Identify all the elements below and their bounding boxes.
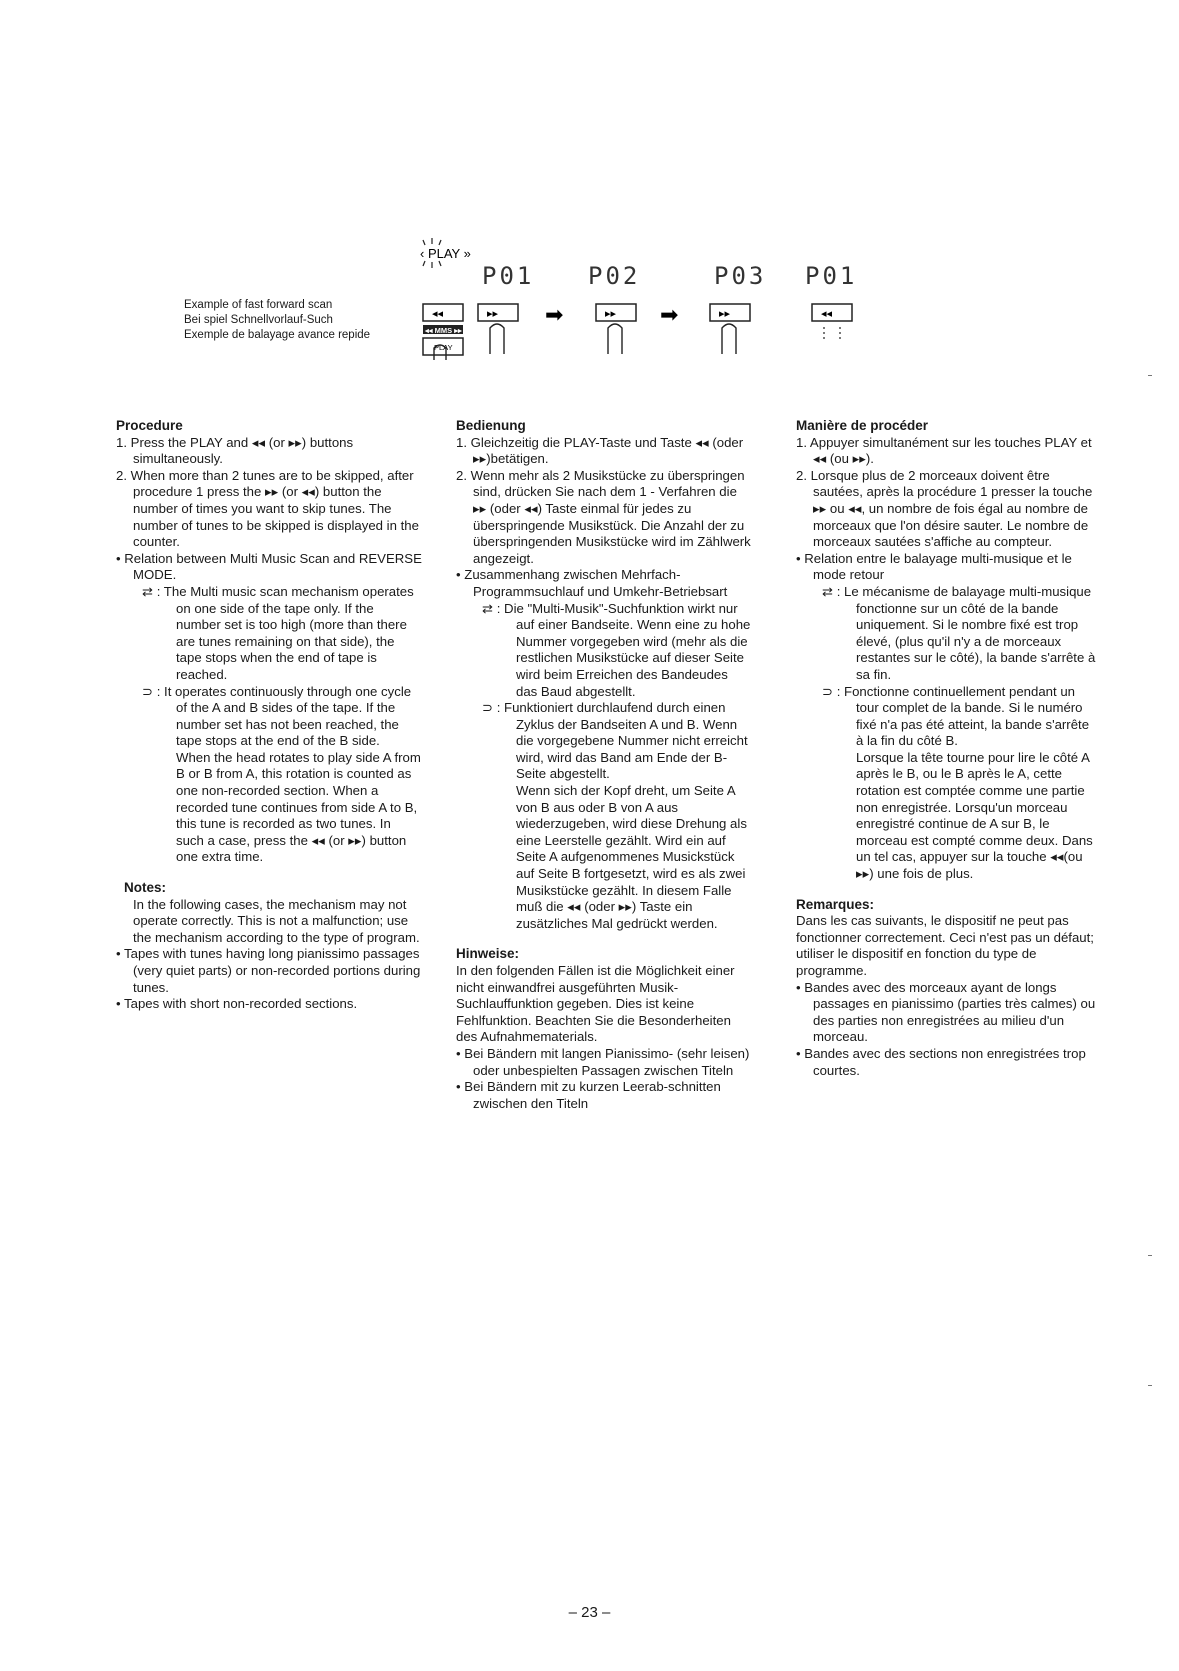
notes-intro: In the following cases, the mechanism may not operate correctly. This is not a malfunction; use the mechanism according to the type of program. [133, 896, 420, 945]
procedure-heading: Procedure [116, 418, 183, 433]
svg-text:◂◂: ◂◂ [821, 308, 833, 320]
svg-text:◂◂ MMS ▸▸: ◂◂ MMS ▸▸ [425, 326, 462, 335]
hinweise-heading: Hinweise: [456, 946, 520, 962]
pressing-finger-icon [722, 324, 736, 354]
display-p01-first: P01 [482, 262, 535, 290]
step-arrow-2: ➡ [660, 302, 679, 327]
scan-speck [1148, 1255, 1152, 1256]
scan-speck [1148, 375, 1152, 376]
french-column [796, 418, 1096, 1079]
step-1: 1. Press the PLAY and ◂◂ (or ▸▸) buttons simultaneously. [116, 434, 354, 467]
hinweis-2: • Bei Bändern mit zu kurzen Leerab-schnitten zwischen den Titeln [456, 1079, 721, 1111]
schritt-1: 1. Gleichzeitig die PLAY-Taste und Taste ◂◂ (oder ▸▸)betätigen. [456, 434, 744, 467]
hinweise-intro: In den folgenden Fällen ist die Möglichkeit einer nicht einwandfrei ausgeführten Musik-Suchlauffunktion gegeben. Dies ist keine Fehlfunktion. Beachten Sie die Besonderheiten des Aufnahmematerials. [456, 963, 735, 1045]
hinweis-1: • Bei Bändern mit langen Pianissimo- (sehr leisen) oder unbespielten Passagen zwischen Titeln [456, 1045, 750, 1078]
caption-en: Example of fast forward scan [184, 299, 333, 311]
rewind-button-diagram-step4 [812, 304, 852, 340]
bullet-zusammenhang: • Zusammenhang zwischen Mehrfach-Programmsuchlauf und Umkehr-Betriebsart [456, 567, 728, 599]
caption-de: Bei spiel Schnellvorlauf-Such [184, 314, 333, 326]
etape-1: 1. Appuyer simultanément sur les touches PLAY et ◂◂ (ou ▸▸). [796, 434, 1092, 467]
remarques-heading: Remarques: [796, 896, 875, 912]
ff-button-diagram-step3 [710, 304, 750, 354]
svg-text:▸▸: ▸▸ [719, 308, 731, 320]
note-1: • Tapes with tunes having long pianissimo passages (very quiet parts) or non-recorded portions during tunes. [116, 946, 421, 995]
schritt-2: 2. Wenn mehr als 2 Musikstücke zu überspringen sind, drücken Sie nach dem 1 - Verfahren die [456, 467, 745, 500]
fast-forward-scan-diagram [420, 232, 900, 392]
rotation-text: When the head rotates to play side A from B or B from A, this rotation is counted as one non-recorded section. When a recorded tune continues from side A to B, this tune is recorded as two tunes. In such a case, press the ◂◂ (or ▸▸) button one extra time. [176, 749, 421, 865]
play-indicator-label: ‹ PLAY » [420, 246, 471, 261]
german-column [456, 418, 752, 1112]
continuous-mode-text: ⊃ : It operates continuously through one cycle of the A and B sides of the tape. If the number set has not been reached, the tape stops at the end of the B side. [142, 683, 412, 749]
english-column [116, 418, 422, 1013]
bedienung-heading: Bedienung [456, 418, 526, 433]
svg-text:▸▸: ▸▸ [487, 308, 499, 320]
un-cote-mode-text: ⇄ : Le mécanisme de balayage multi-musique fonctionne sur un côté de la bande uniquement. Si le nombre fixé est trop élevé, (plus qu'il n'y a de morceaux restantes sur le côté), la bande s'arrête à sa fin. [822, 583, 1096, 682]
figure-caption [184, 298, 370, 343]
pressing-finger-icon [608, 324, 622, 354]
bullet-relation-fr: • Relation entre le balayage multi-musique et le mode retour [796, 550, 1072, 583]
ff-button-diagram-step2 [596, 304, 636, 354]
svg-text:▸▸: ▸▸ [605, 308, 617, 320]
etape-2: 2. Lorsque plus de 2 morceaux doivent être sautées, après la procédure 1 presser la touche ▸▸ ou ◂◂, un nombre de fois égal au nombre de morceaux que l'on désire sauter. Le nombre de morceaux sautées s'affiche au compteur. [796, 467, 1093, 550]
schritt-2-fortsetzung: ▸▸ (oder ◂◂) Taste einmal für jedes zu überspringende Musikstück. Die Anzahl der zu überspringenden Musikstücke wird im Zählwerk angezeigt. [473, 500, 751, 566]
remarque-2: • Bandes avec des sections non enregistrées trop courtes. [796, 1045, 1086, 1078]
remarques-intro: Dans les cas suivants, le dispositif ne peut pas fonctionner correctement. Ceci n'est pas un défaut; utiliser le dispositif en fonction du type de programme. [796, 913, 1094, 978]
einseitig-modus-text: ⇄ : Die "Multi-Musik"-Suchfunktion wirkt nur auf einer Bandseite. Wenn eine zu hohe Nummer vorgegeben wird (mehr als die restlichen Musikstücke auf dieser Seite wird beim Erreichen des Bandeudes das Baud abgestellt. [482, 600, 751, 699]
caption-fr: Exemple de balayage avance repide [184, 329, 371, 341]
durchlaufend-modus-text: ⊃ : Funktioniert durchlaufend durch einen Zyklus der Bandseiten A und B. Wenn die vorgegebene Nummer nicht erreicht wird, wird das Band am Ende der B-Seite abgestellt. [482, 700, 748, 782]
step-arrow-1: ➡ [545, 302, 564, 327]
rotation-text-fr: Lorsque la tête tourne pour lire le côté A après le B, ou le B après le A, cette rotation est comptée comme une partie non enregistrée. Lorsqu'un morceau enregistré continue de A sur B, le morceau est compté comme deux. Dans un tel cas, appuyer sur la touche ◂◂(ou ▸▸) une fois de plus. [856, 749, 1093, 882]
svg-text:PLAY: PLAY [434, 343, 453, 352]
play-label: PLAY [427, 246, 460, 261]
remarque-1: • Bandes avec des morceaux ayant de longs passages en pianissimo (parties très calmes) ou des parties non enregistrées au milieu d'un morceau. [796, 979, 1096, 1045]
released-finger-icon [824, 327, 840, 340]
display-p03: P03 [714, 262, 767, 290]
drehung-text: Wenn sich der Kopf dreht, um Seite A von B aus oder B von A aus wiederzugeben, wird diese Drehung als eine Leerstelle gezählt. Wird ein auf Seite A aufgenommenes Musickstück auf Seite B fortgesetzt, wird es als zwei Musikstücke gezählt. In diesem Falle muß die ◂◂ (oder ▸▸) Taste ein zusätzliches Mal gedrückt werden. [516, 783, 747, 931]
rewind-button-diagram [423, 304, 463, 321]
display-p01-last: P01 [805, 262, 858, 290]
continu-mode-text: ⊃ : Fonctionne continuellement pendant un tour complet de la bande. Si le numéro fixé n'a pas été atteint, la bande s'arrête à la fin du côté B. [822, 683, 1090, 749]
step-2: 2. When more than 2 tunes are to be skipped, after procedure 1 press the ▸▸ (or ◂◂) button the number of times you want to skip tunes. The number of tunes to be skipped is displayed in the counter. [116, 467, 419, 550]
bullet-relation: • Relation between Multi Music Scan and REVERSE MODE. [116, 550, 422, 583]
scan-speck [1148, 1385, 1152, 1386]
maniere-heading: Manière de procéder [796, 418, 929, 433]
svg-text:◂◂: ◂◂ [432, 308, 444, 320]
notes-heading: Notes: [124, 880, 167, 896]
note-2: • Tapes with short non-recorded sections. [116, 996, 358, 1012]
mms-label-bar [423, 325, 463, 335]
one-side-mode-text: ⇄ : The Multi music scan mechanism operates on one side of the tape only. If the number set is too high (more than there are tunes remaining on that side), the tape stops when the end of tape is reached. [142, 583, 414, 682]
display-p02: P02 [588, 262, 641, 290]
ff-button-diagram-step1 [478, 304, 518, 321]
page-number: – 23 – [568, 1604, 611, 1621]
